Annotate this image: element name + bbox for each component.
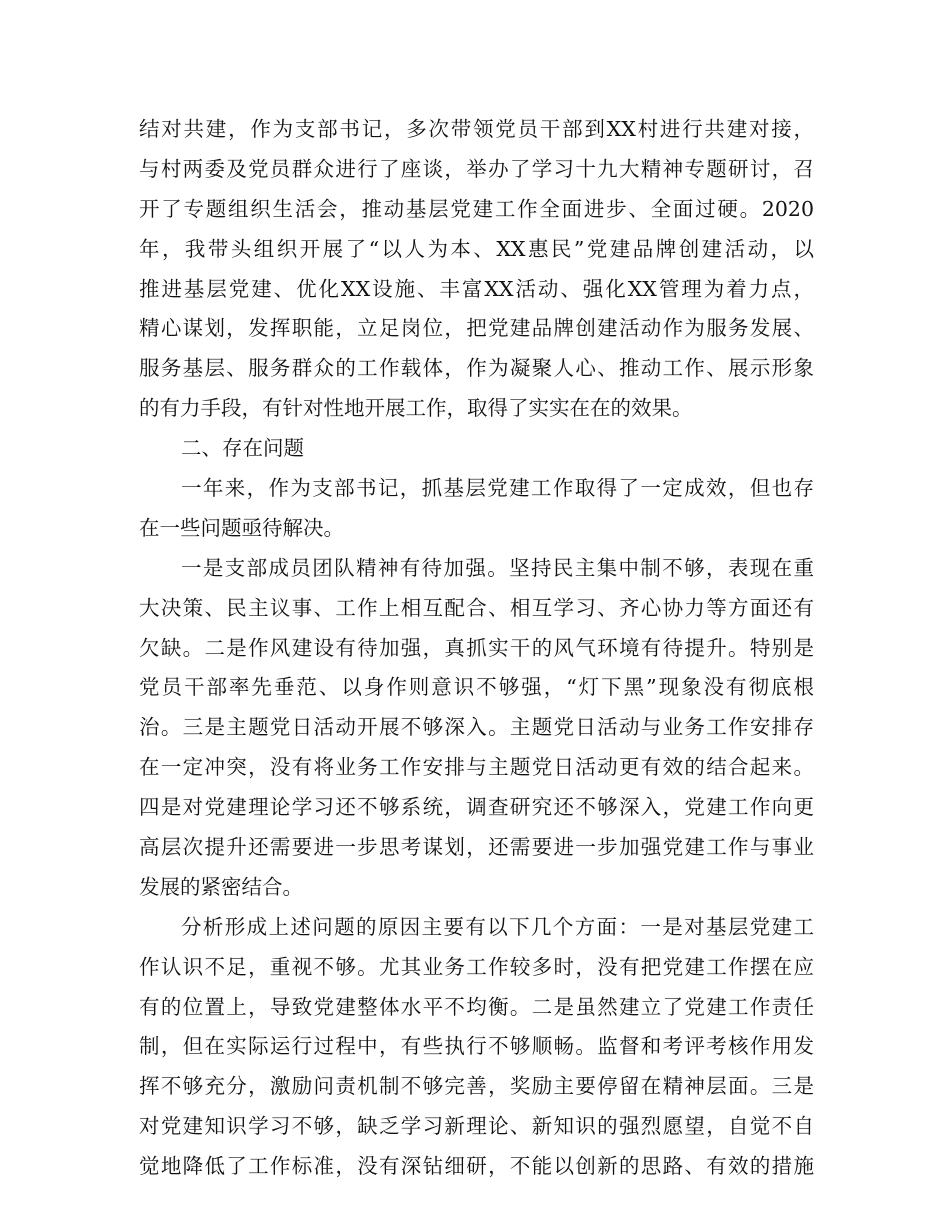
text-line: 发展的紧密结合。: [139, 874, 303, 899]
text-line: 高层次提升还需要进一步思考谋划，还需要进一步加强党建工作与事业: [139, 835, 814, 860]
section-heading: [139, 429, 814, 469]
text-line: 在一定冲突，没有将业务工作安排与主题党日活动更有效的结合起来。: [139, 755, 814, 780]
paragraph: [139, 908, 814, 1187]
heading-text: 二、存在问题: [181, 436, 304, 461]
text-line: 制，但在实际运行过程中，有些执行不够顺畅。监督和考评考核作用发: [139, 1034, 814, 1059]
text-line: 精心谋划，发挥职能，立足岗位，把党建品牌创建活动作为服务发展、: [139, 316, 814, 341]
text-line: 觉地降低了工作标准，没有深钻细研，不能以创新的思路、有效的措施: [139, 1154, 814, 1179]
text-line: 大决策、民主议事、工作上相互配合、相互学习、齐心协力等方面还有: [139, 595, 814, 620]
text-line: 与村两委及党员群众进行了座谈，举办了学习十九大精神专题研讨，召: [139, 156, 814, 181]
text-line: 年，我带头组织开展了“以人为本、XX惠民”党建品牌创建活动，以: [139, 236, 814, 261]
paragraph: [139, 469, 814, 549]
document-body: [139, 110, 814, 1187]
text-line: 的有力手段，有针对性地开展工作，取得了实实在在的效果。: [139, 396, 693, 421]
text-line: 一年来，作为支部书记，抓基层党建工作取得了一定成效，但也存: [181, 476, 814, 501]
text-line: 推进基层党建、优化XX设施、丰富XX活动、强化XX管理为着力点，: [139, 276, 814, 301]
text-line: 结对共建，作为支部书记，多次带领党员干部到XX村进行共建对接，: [139, 117, 814, 141]
text-line: 一是支部成员团队精神有待加强。坚持民主集中制不够，表现在重: [181, 555, 814, 580]
text-line: 治。三是主题党日活动开展不够深入。主题党日活动与业务工作安排存: [139, 715, 814, 740]
text-line: 作认识不足，重视不够。尤其业务工作较多时，没有把党建工作摆在应: [139, 954, 814, 979]
text-line: 党员干部率先垂范、以身作则意识不够强，“灯下黑”现象没有彻底根: [139, 675, 814, 700]
text-line: 四是对党建理论学习还不够系统，调查研究还不够深入，党建工作向更: [139, 795, 814, 820]
text-line: 欠缺。二是作风建设有待加强，真抓实干的风气环境有待提升。特别是: [139, 635, 814, 660]
text-line: 服务基层、服务群众的工作载体，作为凝聚人心、推动工作、展示形象: [139, 356, 814, 381]
text-line: 有的位置上，导致党建整体水平不均衡。二是虽然建立了党建工作责任: [139, 994, 814, 1019]
text-line: 在一些问题亟待解决。: [139, 515, 344, 540]
text-line: 开了专题组织生活会，推动基层党建工作全面进步、全面过硬。2020: [139, 196, 814, 221]
text-line: 挥不够充分，激励问责机制不够完善，奖励主要停留在精神层面。三是: [139, 1074, 814, 1099]
text-line: 分析形成上述问题的原因主要有以下几个方面：一是对基层党建工: [181, 914, 814, 939]
paragraph: [139, 549, 814, 908]
text-line: 对党建知识学习不够，缺乏学习新理论、新知识的强烈愿望，自觉不自: [139, 1114, 814, 1139]
paragraph-continued: [139, 110, 814, 429]
